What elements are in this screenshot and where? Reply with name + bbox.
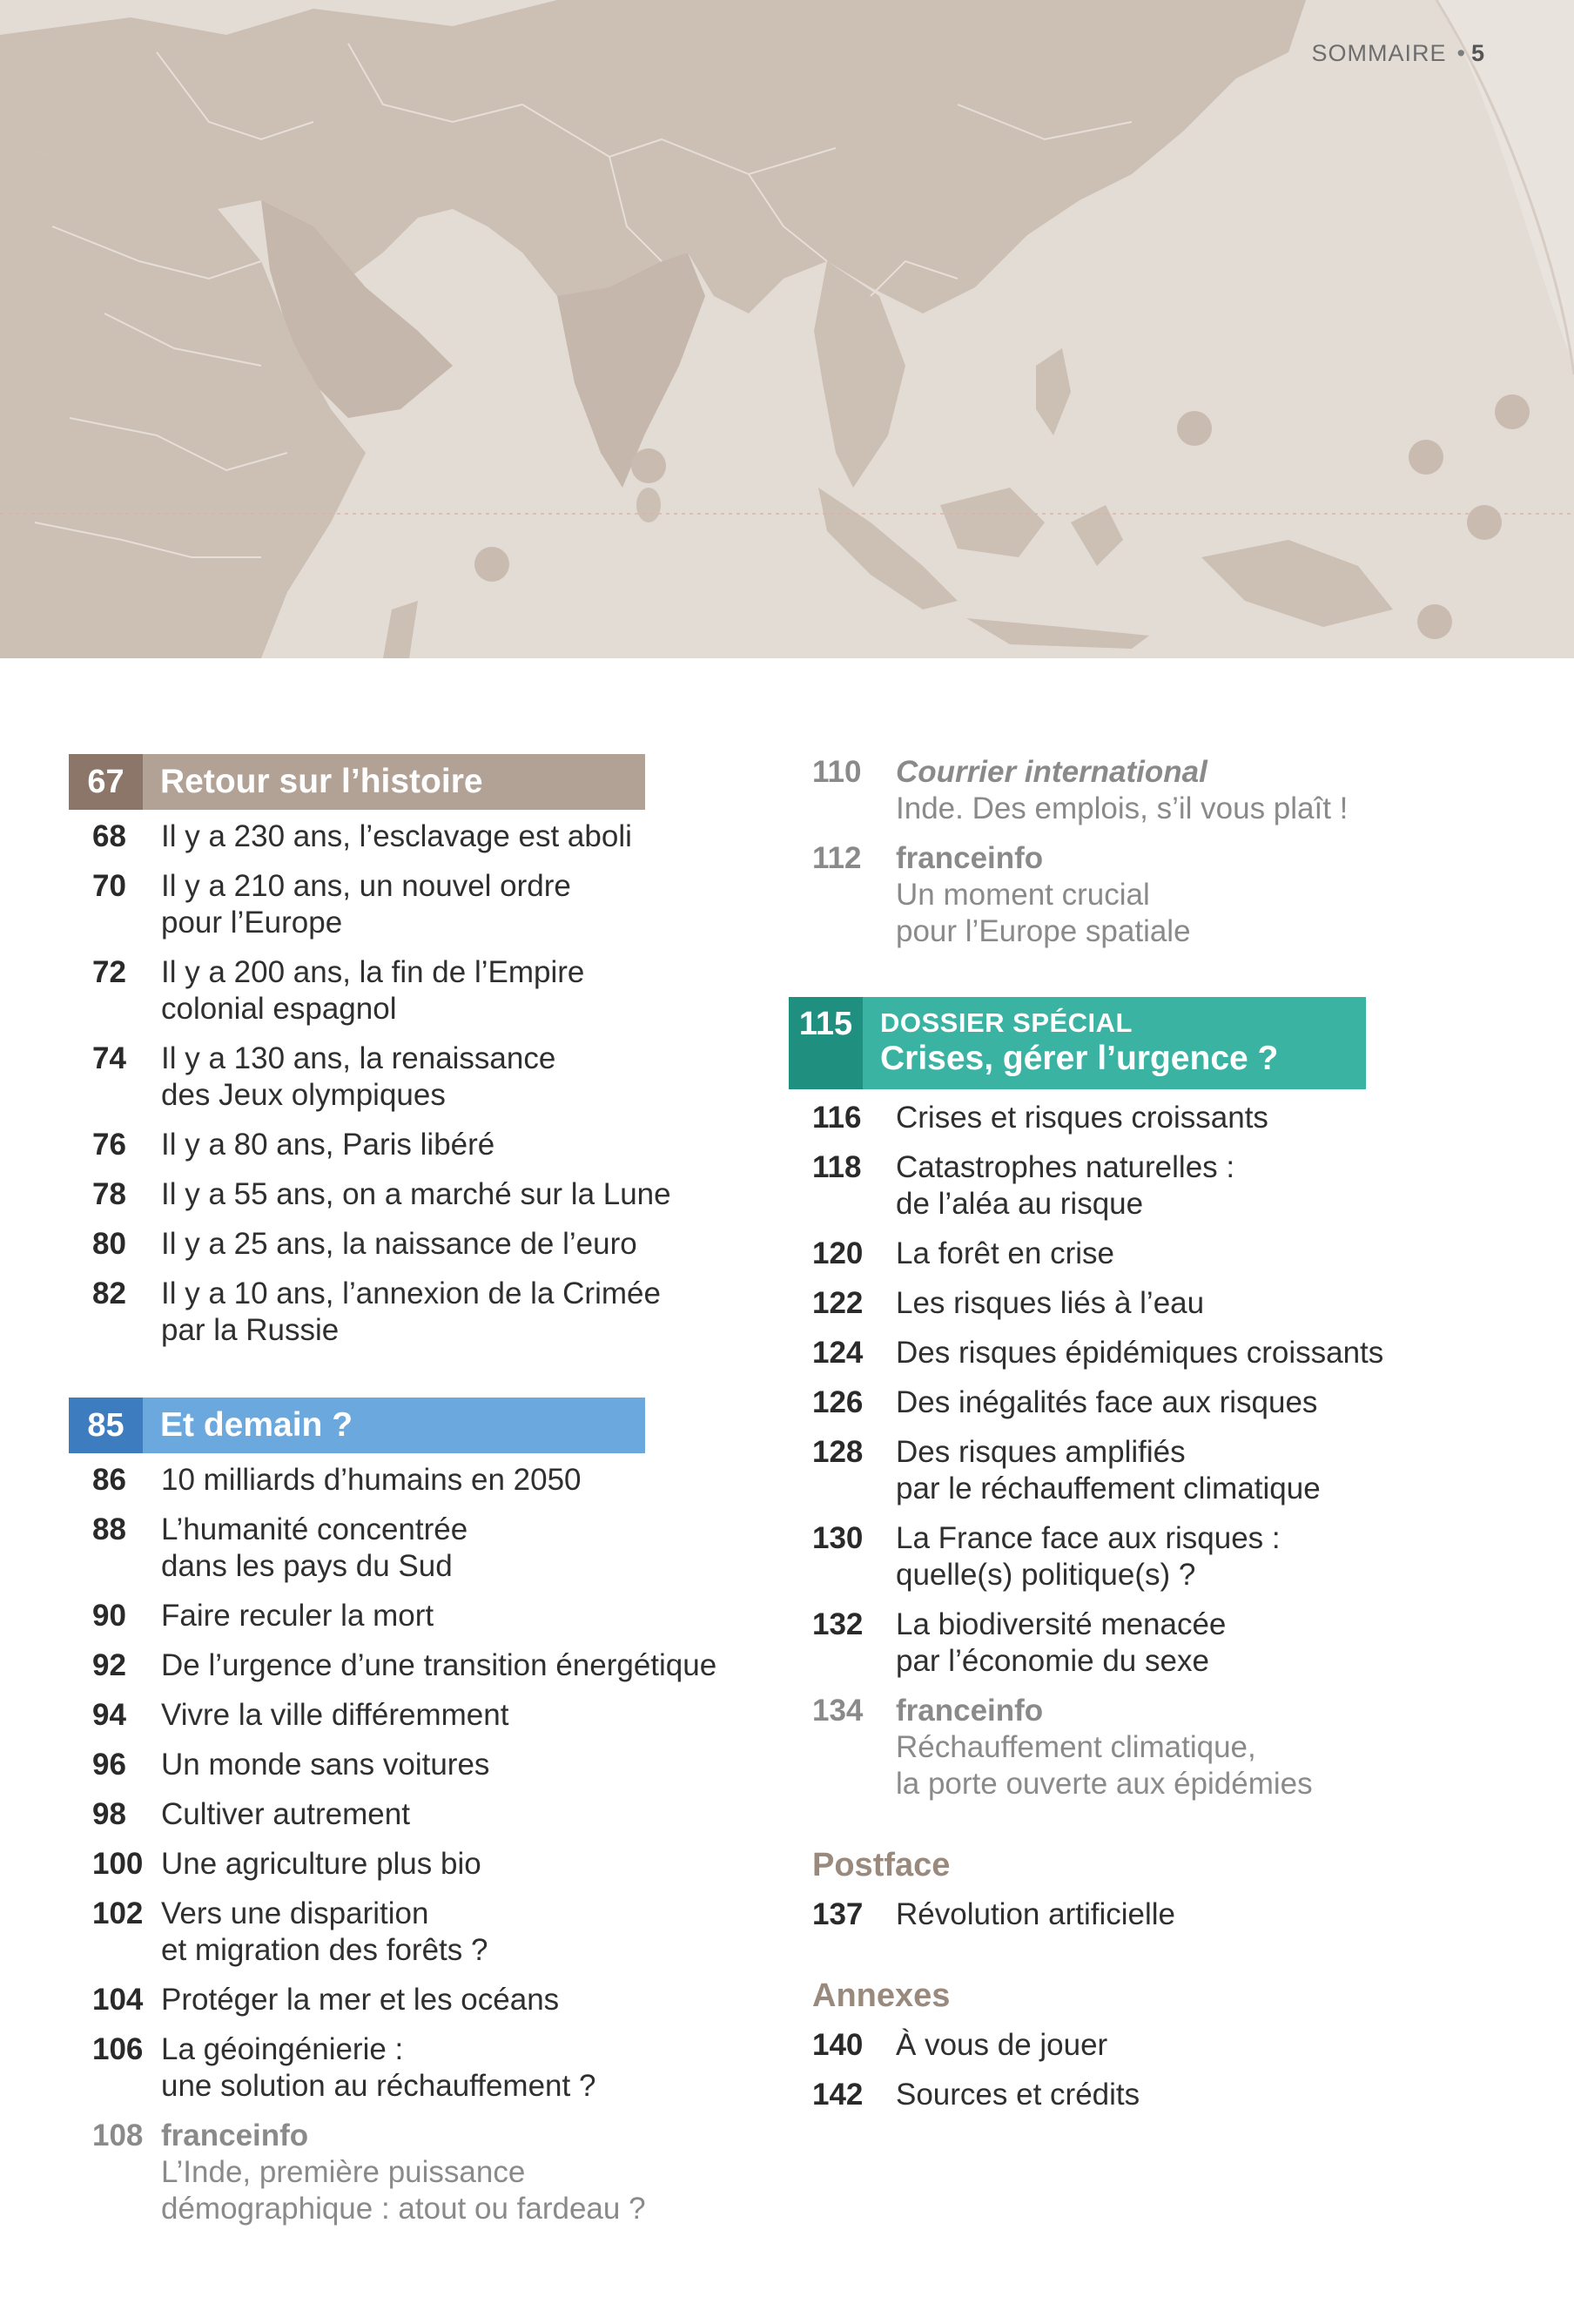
- toc-page: 112: [812, 841, 862, 875]
- toc-page: 104: [92, 1983, 144, 2017]
- toc-page: 74: [92, 1041, 126, 1075]
- toc-entry-media[interactable]: [789, 840, 1485, 950]
- map-illustration: [0, 0, 1574, 658]
- toc-list-demain: [69, 1462, 765, 2227]
- toc-entry-media[interactable]: [789, 754, 1485, 827]
- section-header-histoire[interactable]: [69, 754, 645, 810]
- toc-entry[interactable]: [69, 1598, 765, 1634]
- toc-title: La géoingénierie : une solution au réchauffement ?: [161, 2032, 596, 2103]
- toc-entry[interactable]: [789, 1236, 1485, 1272]
- annexes-heading[interactable]: Annexes: [812, 1977, 951, 2014]
- toc-title: Il y a 55 ans, on a marché sur la Lune: [161, 1177, 671, 1211]
- toc-entry[interactable]: [69, 1127, 765, 1163]
- media-title: Réchauffement climatique, la porte ouverte aux épidémies: [896, 1730, 1313, 1801]
- toc-title: Cultiver autrement: [161, 1797, 410, 1831]
- toc-entry[interactable]: [69, 1697, 765, 1734]
- toc-title: Protéger la mer et les océans: [161, 1983, 560, 2017]
- media-title: Un moment crucial pour l’Europe spatiale: [896, 878, 1191, 948]
- toc-page: 88: [92, 1512, 126, 1546]
- section-label: SOMMAIRE: [1311, 40, 1447, 66]
- toc-title: Catastrophes naturelles : de l’aléa au risque: [896, 1150, 1235, 1221]
- left-column: [69, 754, 765, 2240]
- toc-entry-media[interactable]: [789, 1693, 1485, 1802]
- toc-page: 92: [92, 1648, 126, 1682]
- toc-page: 70: [92, 869, 126, 903]
- toc-title: Les risques liés à l’eau: [896, 1286, 1205, 1320]
- toc-page: 96: [92, 1748, 126, 1782]
- section-title: Crises, gérer l’urgence ?: [880, 1040, 1279, 1077]
- toc-title: Un monde sans voitures: [161, 1748, 490, 1782]
- toc-page: 142: [812, 2078, 864, 2112]
- toc-page: 86: [92, 1463, 126, 1497]
- toc-title: Il y a 230 ans, l’esclavage est aboli: [161, 819, 632, 853]
- toc-page: 130: [812, 1521, 864, 1555]
- toc-title: Des risques épidémiques croissants: [896, 1336, 1384, 1370]
- toc-title: Des inégalités face aux risques: [896, 1385, 1318, 1419]
- toc-title: Des risques amplifiés par le réchauffement climatique: [896, 1435, 1321, 1506]
- section-number: 85: [69, 1398, 143, 1453]
- media-source: franceinfo: [161, 2119, 309, 2152]
- toc-page: 78: [92, 1177, 126, 1211]
- section-header-dossier[interactable]: [789, 997, 1366, 1089]
- toc-page: 124: [812, 1336, 864, 1370]
- toc-page: 76: [92, 1128, 126, 1162]
- section-number: 115: [789, 997, 863, 1089]
- toc-entry[interactable]: [69, 1796, 765, 1833]
- toc-title: 10 milliards d’humains en 2050: [161, 1463, 582, 1497]
- toc-entry[interactable]: [789, 1434, 1485, 1507]
- toc-entry[interactable]: [789, 1285, 1485, 1322]
- toc-page: 126: [812, 1385, 864, 1419]
- toc-title: Vers une disparition et migration des forêts ?: [161, 1896, 488, 1967]
- toc-page: 108: [92, 2119, 144, 2152]
- toc-title: La biodiversité menacée par l’économie du sexe: [896, 1607, 1227, 1678]
- map-artwork: [0, 0, 1574, 658]
- toc-page: 137: [812, 1897, 864, 1931]
- toc-title: Vivre la ville différemment: [161, 1698, 509, 1732]
- toc-page: 82: [92, 1277, 126, 1310]
- toc-list-histoire: [69, 818, 765, 1349]
- toc-page: 132: [812, 1607, 864, 1641]
- media-source: franceinfo: [896, 841, 1044, 875]
- media-title: Inde. Des emplois, s’il vous plaît !: [896, 792, 1349, 825]
- toc-title: Crises et risques croissants: [896, 1101, 1268, 1135]
- toc-title: Il y a 25 ans, la naissance de l’euro: [161, 1227, 637, 1261]
- toc-title: La France face aux risques : quelle(s) politique(s) ?: [896, 1521, 1281, 1592]
- toc-title: À vous de jouer: [896, 2028, 1108, 2062]
- toc-entry[interactable]: [789, 1335, 1485, 1371]
- toc-title: Il y a 210 ans, un nouvel ordre pour l’Europe: [161, 869, 571, 940]
- running-head: [1312, 40, 1486, 67]
- toc-title: L’humanité concentrée dans les pays du Sud: [161, 1512, 468, 1583]
- section-header-demain[interactable]: [69, 1398, 645, 1453]
- toc-entry[interactable]: [789, 1384, 1485, 1421]
- toc-entry[interactable]: [789, 1149, 1485, 1223]
- toc-entry[interactable]: [789, 1520, 1485, 1593]
- toc-title: Il y a 200 ans, la fin de l’Empire colonial espagnol: [161, 955, 585, 1026]
- toc-title: Révolution artificielle: [896, 1897, 1175, 1931]
- toc-page: 98: [92, 1797, 126, 1831]
- section-title: Et demain ?: [143, 1398, 645, 1453]
- toc-title: La forêt en crise: [896, 1236, 1114, 1270]
- toc-entry[interactable]: [69, 2031, 765, 2105]
- media-title: L’Inde, première puissance démographique : atout ou fardeau ?: [161, 2155, 646, 2226]
- toc-entry[interactable]: [69, 1647, 765, 1684]
- section-title: Retour sur l’histoire: [143, 754, 645, 810]
- toc-page: 118: [812, 1150, 862, 1184]
- postface-heading[interactable]: Postface: [812, 1847, 951, 1883]
- toc-page: 116: [812, 1101, 862, 1135]
- toc-page: 94: [92, 1698, 126, 1732]
- bullet-icon: •: [1456, 40, 1466, 66]
- right-column: [789, 754, 1485, 2126]
- toc-list-media: [789, 754, 1485, 950]
- toc-page: 140: [812, 2028, 864, 2062]
- toc-title: Il y a 130 ans, la renaissance des Jeux olympiques: [161, 1041, 556, 1112]
- media-source: franceinfo: [896, 1694, 1044, 1728]
- toc-page: 80: [92, 1227, 126, 1261]
- section-number: 67: [69, 754, 143, 810]
- toc-entry-media[interactable]: [69, 2118, 765, 2227]
- toc-entry[interactable]: [789, 2027, 1485, 2064]
- toc-entry[interactable]: [69, 1226, 765, 1263]
- toc-entry[interactable]: [789, 2077, 1485, 2113]
- media-source: Courrier international: [896, 755, 1207, 789]
- toc-entry[interactable]: [789, 1100, 1485, 1136]
- toc-title: Une agriculture plus bio: [161, 1847, 481, 1881]
- toc-page: 106: [92, 2032, 144, 2066]
- toc-entry[interactable]: [69, 868, 765, 941]
- toc-entry[interactable]: [69, 1176, 765, 1213]
- toc-entry[interactable]: [69, 1512, 765, 1585]
- toc-page: 90: [92, 1599, 126, 1633]
- toc-page: 68: [92, 819, 126, 853]
- toc-page: 100: [92, 1847, 144, 1881]
- toc-entry[interactable]: [69, 954, 765, 1027]
- toc-entry[interactable]: [789, 1896, 1485, 1933]
- toc-title: De l’urgence d’une transition énergétique: [161, 1648, 717, 1682]
- toc-entry[interactable]: [789, 1607, 1485, 1680]
- toc-entry[interactable]: [69, 1462, 765, 1499]
- toc-entry[interactable]: [69, 1896, 765, 1969]
- toc-title: Sources et crédits: [896, 2078, 1140, 2112]
- toc-entry[interactable]: [69, 1276, 765, 1349]
- toc-page: 110: [812, 755, 862, 789]
- toc-page: 128: [812, 1435, 864, 1469]
- toc-entry[interactable]: [69, 818, 765, 855]
- toc-page: 120: [812, 1236, 864, 1270]
- toc-page: 122: [812, 1286, 864, 1320]
- toc-page: 102: [92, 1896, 144, 1930]
- toc-page: 72: [92, 955, 126, 989]
- toc-entry[interactable]: [69, 1747, 765, 1783]
- toc-entry[interactable]: [69, 1982, 765, 2018]
- toc-title: Faire reculer la mort: [161, 1599, 434, 1633]
- toc-entry[interactable]: [69, 1846, 765, 1883]
- section-kicker: DOSSIER SPÉCIAL: [880, 1007, 1133, 1038]
- toc-page: 134: [812, 1694, 864, 1728]
- toc-title: Il y a 10 ans, l’annexion de la Crimée par la Russie: [161, 1277, 661, 1347]
- toc-title: Il y a 80 ans, Paris libéré: [161, 1128, 495, 1162]
- toc-entry[interactable]: [69, 1041, 765, 1114]
- toc-list-dossier: [789, 1100, 1485, 1802]
- page-number: 5: [1470, 40, 1485, 66]
